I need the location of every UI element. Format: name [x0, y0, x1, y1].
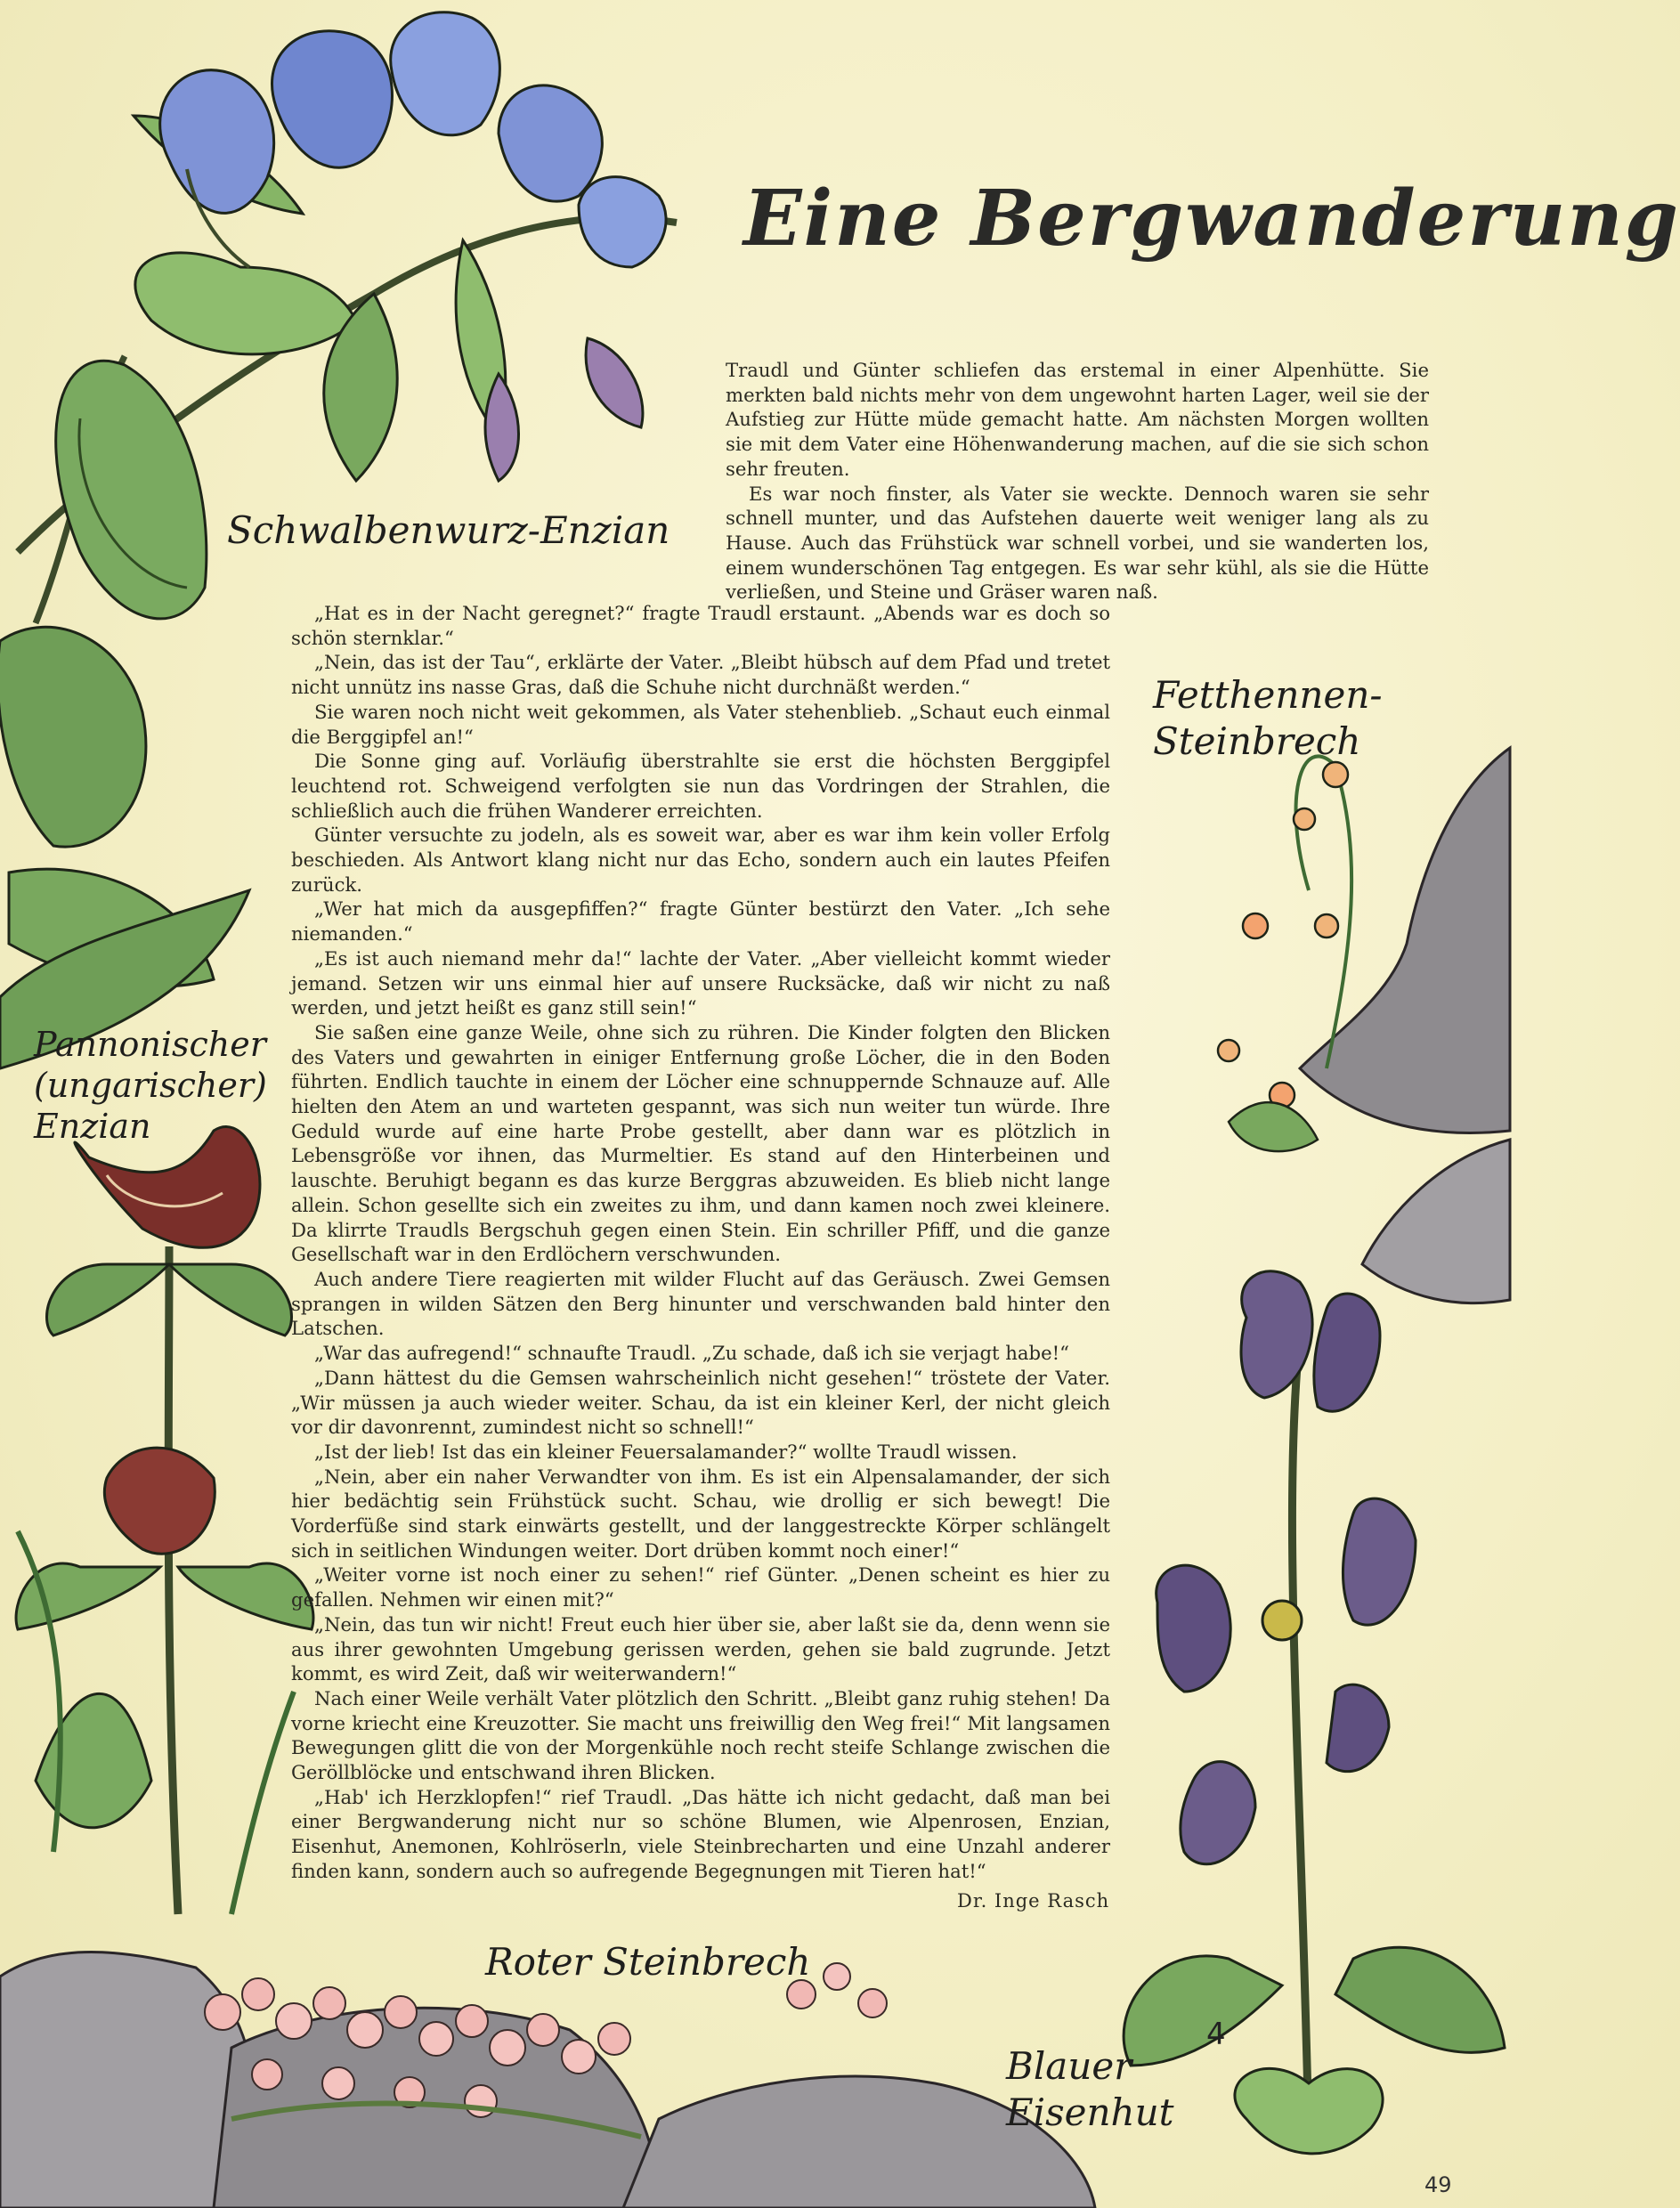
paragraph: „Nein, aber ein naher Verwandter von ihm. Es ist ein Alpensalamander, der sich hier bedächtig sein Frühstück sucht. Schau, wie drollig er sich bewegt! Die Vorderfüße sind stark einwärts gestellt, und der langgestreckte Körper schlängelt sich in seitlichen Windungen weiter. Dort drüben kommt noch einer!“ — [291, 1465, 1110, 1562]
rock-bottom — [0, 1952, 1095, 2208]
label-fetthennen: Fetthennen- Steinbrech — [1153, 673, 1383, 763]
rock-right — [1300, 748, 1510, 1303]
author-byline: Dr. Inge Rasch — [957, 1890, 1110, 1912]
label-blauer: Blauer Eisenhut — [1006, 2044, 1174, 2134]
paragraph: Auch andere Tiere reagierten mit wilder Flucht auf das Geräusch. Zwei Gemsen sprangen in wilden Sätzen den Berg hinunter und verschwanden bald hinter den Latschen. — [291, 1267, 1110, 1340]
paragraph: „Hab' ich Herzklopfen!“ rief Traudl. „Das hätte ich nicht gedacht, daß man bei einer Bergwanderung nicht nur so schöne Blumen, wie Alpenrosen, Enzian, Eisenhut, Anemonen, Kohlröserln, viele Steinbrecharten und eine Unzahl anderer finden kann, sondern auch so aufregende Begegnungen mit Tieren hat!“ — [291, 1785, 1110, 1882]
page-title: Eine Bergwanderung — [743, 174, 1680, 264]
blue-monkshood-illustration — [1124, 1271, 1505, 2154]
paragraph: Sie waren noch nicht weit gekommen, als Vater stehenblieb. „Schaut euch einmal die Berggipfel an!“ — [291, 700, 1110, 748]
paragraph: „Hat es in der Nacht geregnet?“ fragte Traudl erstaunt. „Abends war es doch so schön sternklar.“ — [291, 602, 1110, 649]
paragraph: „Dann hättest du die Gemsen wahrscheinlich nicht gesehen!“ tröstete der Vater. „Wir müssen ja auch wieder weiter. Schau, da ist ein kleiner Kerl, der nicht gleich vor dir davonrennt, zumindest nicht so schnell!“ — [291, 1366, 1110, 1439]
label-schwalbenwurz: Schwalbenwurz-Enzian — [227, 508, 670, 552]
paragraph: „Nein, das tun wir nicht! Freut euch hier über sie, aber laßt sie da, denn wenn sie aus ihrer gewohnten Umgebung gerissen werden, gehen sie bald zugrunde. Jetzt kommt, es wird Zeit, daß wir weiterwandern!“ — [291, 1612, 1110, 1685]
paragraph: Traudl und Günter schliefen das erstemal in einer Alpenhütte. Sie merkten bald nichts mehr von dem ungewohnt harten Lager, weil sie der Aufstieg zur Hütte müde gemacht hatte. Am nächsten Morgen wollten sie mit dem Vater eine Höhenwanderung machen, auf die sie sich schon sehr freuten. — [726, 359, 1429, 480]
paragraph: „Ist der lieb! Ist das ein kleiner Feuersalamander?“ wollte Traudl wissen. — [314, 1440, 1018, 1463]
pannonian-gentian-illustration — [16, 1126, 313, 1914]
paragraph: „Weiter vorne ist noch einer zu sehen!“ rief Günter. „Denen scheint es hier zu gefallen. Nehmen wir einen mit?“ — [291, 1563, 1110, 1611]
label-roter: Roter Steinbrech — [485, 1940, 811, 1984]
paragraph: Es war noch finster, als Vater sie weckte. Dennoch waren sie sehr schnell munter, und das Aufstehen dauerte weit weniger lang als zu Hause. Auch das Frühstück war schnell vorbei, und sie wanderten los, einem wunderschönen Tag entgegen. Es war sehr kühl, als sie die Hütte verließen, und Steine und Gräser waren naß. — [726, 482, 1429, 604]
page-number: 49 — [1424, 2172, 1452, 2197]
article-body — [291, 601, 1110, 1884]
paragraph: Günter versuchte zu jodeln, als es soweit war, aber es war ihm kein voller Erfolg beschieden. Als Antwort klang nicht nur das Echo, sondern auch ein lautes Pfeifen zurück. — [291, 824, 1110, 896]
paragraph: „War das aufregend!“ schnaufte Traudl. „Zu schade, daß ich sie verjagt habe!“ — [314, 1342, 1069, 1365]
paragraph: „Wer hat mich da ausgepfiffen?“ fragte Günter bestürzt den Vater. „Ich sehe niemanden.“ — [291, 897, 1110, 946]
paragraph: „Es ist auch niemand mehr da!“ lachte der Vater. „Aber vielleicht kommt wieder jemand. Setzen wir uns einmal hier auf unsere Rucksäcke, daß wir nicht zu naß werden, und jetzt heißt es ganz still sein!“ — [291, 946, 1110, 1019]
paragraph: Sie saßen eine ganze Weile, ohne sich zu rühren. Die Kinder folgten den Blicken des Vaters und gewahrten in einiger Entfernung große Löcher, die in den Boden führten. Endlich tauchte in einem der Löcher eine schnuppernde Schnauze auf. Alle hielten den Atem an und warteten gespannt, was sich nun weiter tun würde. Ihre Geduld wurde auf eine harte Probe gestellt, aber dann war es plötzlich in Lebensgröße vor ihnen, das Murmeltier. Es stand auf den Hinterbeinen und lauschte. Beruhigt begann es das kurze Berggras abzuweiden. Es blieb nicht lange allein. Schon gesellte sich ein zweites zu ihm, und dann kamen noch zwei kleinere. Da klirrte Traudls Bergschuh gegen einen Stein. Ein schriller Pfiff, und die ganze Gesellschaft war in den Erdlöchern verschwunden. — [291, 1020, 1110, 1266]
paragraph: Die Sonne ging auf. Vorläufig überstrahlte sie erst die höchsten Berggipfel leuchtend rot. Schweigend verfolgten sie nun das Vordringen der Strahlen, die schließlich auch die frühen Wanderer erreichten. — [291, 750, 1110, 822]
paragraph: „Nein, das ist der Tau“, erklärte der Vater. „Bleibt hübsch auf dem Pfad und tretet nicht unnütz ins nasse Gras, daß die Schuhe nicht durchnäßt werden.“ — [291, 651, 1110, 699]
paragraph: Nach einer Weile verhält Vater plötzlich den Schritt. „Bleibt ganz ruhig stehen! Da vorne kriecht eine Kreuzotter. Sie macht uns freiwillig den Weg frei!“ Mit langsamen Bewegungen glitt die von der Morgenkühle noch recht steife Schlange zwischen die Geröllblöcke und entschwand ihren Blicken. — [291, 1686, 1110, 1784]
article-intro — [726, 358, 1429, 605]
label-pannonischer: Pannonischer (ungarischer) Enzian — [34, 1025, 267, 1146]
margin-mark: 4 — [1206, 2017, 1226, 2052]
